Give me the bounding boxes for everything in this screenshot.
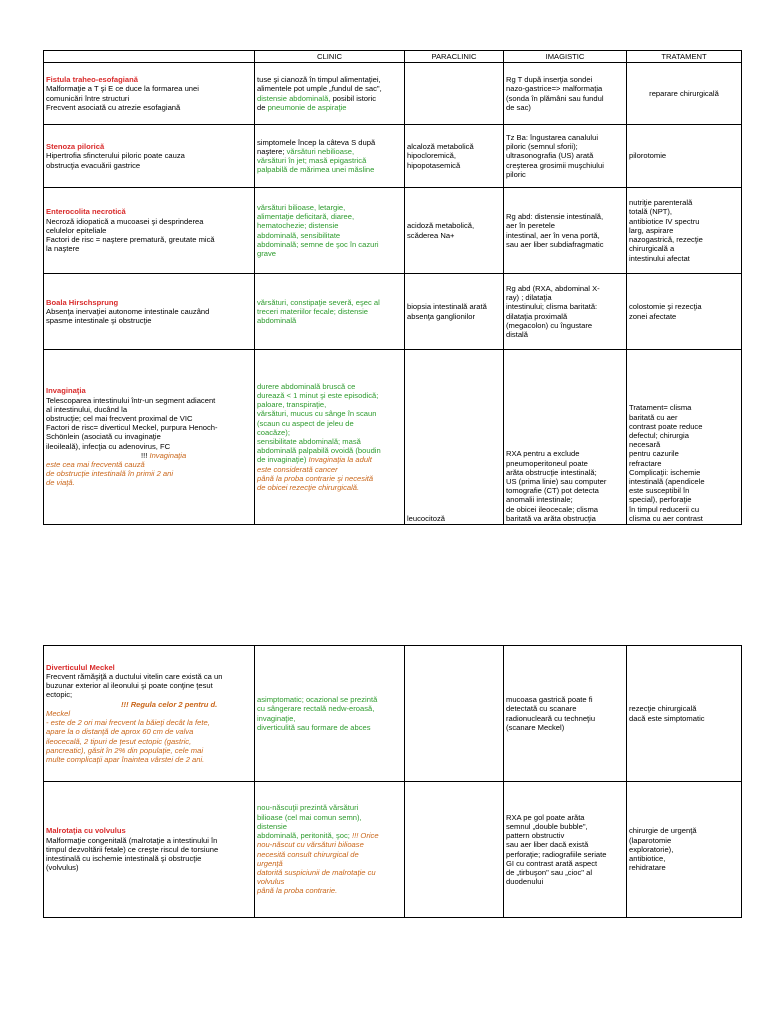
- imagistic-line: sau aer liber dacă există: [506, 840, 589, 850]
- header-clinic: CLINIC: [255, 51, 405, 63]
- condition-cell: [44, 274, 255, 350]
- imagistic-line: RXA pe gol poate arăta: [506, 812, 585, 822]
- clinic-text: alimentaţie deficitară, diaree,: [257, 212, 355, 222]
- condition-desc-line: Hipertrofia sfincterului piloric poate cauza: [46, 151, 185, 161]
- clinic-text: de invaginaţie): [257, 455, 309, 465]
- clinic-text: hematochezie; distensie: [257, 221, 339, 231]
- condition-cell: [44, 188, 255, 274]
- clinic-text: simptomele încep la câteva S după: [257, 137, 376, 147]
- tratament-line: nutriţie parenterală: [629, 198, 693, 208]
- tratament-line: Tratament= clisma: [629, 403, 692, 413]
- tratament-cell: [627, 125, 742, 188]
- tratament-line: necesară: [629, 440, 661, 450]
- imagistic-cell: [504, 350, 627, 525]
- clinic-text: invaginaţie,: [257, 713, 296, 723]
- condition-desc-line: Malformaţie congenitală (malrotaţie a intestinului în: [46, 835, 218, 845]
- condition-title: Enterocolita necrotică: [46, 207, 126, 217]
- clinic-text: (scaun cu aspect de jeleu de: [257, 418, 354, 428]
- tratament-line: este susceptibil în: [629, 486, 690, 496]
- clinic-note: urgenţă: [257, 858, 283, 868]
- tratament-cell: [627, 63, 742, 125]
- condition-cell: [44, 782, 255, 918]
- imagistic-line: perforaţie; radiografiile seriate: [506, 849, 607, 859]
- note-text: apare la o distanţă de aprox 60 cm de valva: [46, 727, 194, 737]
- clinic-note: datorită suspiciunii de malrotaţie cu: [257, 867, 376, 877]
- clinic-text: treceri materiilor fecale; distensie: [257, 306, 368, 316]
- imagistic-line: tomografie (CT) pot detecta: [506, 486, 599, 496]
- clinic-text: posibil istoric: [330, 93, 377, 103]
- condition-desc-line: Frecvent asociată cu atrezie esofagiană: [46, 102, 181, 112]
- condition-cell: [44, 350, 255, 525]
- imagistic-line: mucoasa gastrică poate fi: [506, 695, 593, 705]
- tratament-line: rehidratare: [629, 863, 666, 873]
- paraclinic-cell: [405, 188, 504, 274]
- imagistic-line: US (prima linie) sau computer: [506, 476, 607, 486]
- clinic-text: tuse şi cianoză în timpul alimentaţiei,: [257, 75, 381, 85]
- table-row: [44, 350, 742, 525]
- clinic-note: volvulus: [257, 877, 285, 887]
- note-text: este cea mai frecventă cauză: [46, 460, 145, 469]
- paraclinic-cell: [405, 646, 504, 782]
- imagistic-cell: [504, 274, 627, 350]
- condition-desc-line: ectopic;: [46, 690, 73, 700]
- table-row: [44, 63, 742, 125]
- clinic-text: vărsături, constipaţie severă, eşec al: [257, 297, 380, 307]
- condition-desc-line: obstrucţia evacuării gastrice: [46, 160, 141, 170]
- pathology-table-bottom: [43, 645, 742, 918]
- header-imagistic: IMAGISTIC: [504, 51, 627, 63]
- condition-desc-line: Malformaţie a T şi E ce duce la formarea unei: [46, 84, 199, 94]
- imagistic-line: arăta obstrucţie intestinală;: [506, 467, 597, 477]
- imagistic-cell: [504, 125, 627, 188]
- tratament-line: antibiotice IV spectru: [629, 216, 700, 226]
- condition-desc-line: obstrucţie; cel mai frecvent proximal de VIC: [46, 413, 193, 423]
- imagistic-line: Rg T după inserţia sondei: [506, 75, 593, 85]
- clinic-cell: [255, 63, 405, 125]
- imagistic-line: de obicei ileocecale; clisma: [506, 504, 599, 514]
- condition-desc-line: Factori de risc= diverticul Meckel, purpura Henoch-: [46, 423, 218, 433]
- header-paraclinic: PARACLINIC: [405, 51, 504, 63]
- clinic-note: până la proba contrarie.: [257, 886, 338, 896]
- imagistic-cell: [504, 63, 627, 125]
- tratament-line: Complicaţii: ischemie: [629, 467, 701, 477]
- imagistic-line: detectată cu scanare: [506, 704, 577, 714]
- table-row: [44, 274, 742, 350]
- tratament-line: rezecţie chirurgicală: [629, 704, 697, 714]
- clinic-text: vărsături nebilioase,: [286, 146, 355, 156]
- note-text: ileocecală, 2 tipuri de ţesut ectopic (gastric,: [46, 736, 192, 746]
- tratament-line: clisma cu aer contrast: [629, 513, 703, 523]
- clinic-text: pneumonie de aspiraţie: [267, 102, 347, 112]
- imagistic-line: aer în peretele: [506, 221, 555, 231]
- tratament-line: intestinului afectat: [629, 253, 690, 263]
- condition-desc-line: intestinală cu ischemie intestinală şi obstrucţie: [46, 854, 202, 864]
- tratament-cell: [627, 646, 742, 782]
- tratament-line: chirurgicală a: [629, 244, 675, 254]
- imagistic-line: radionucleară cu techneţiu: [506, 713, 596, 723]
- imagistic-cell: [504, 188, 627, 274]
- tratament-line: exploratorie),: [629, 844, 674, 854]
- imagistic-line: nazo-gastrice=> malformaţia: [506, 84, 603, 94]
- tratament-line: nazogastrică, rezecţie: [629, 235, 703, 245]
- tratament-line: refractare: [629, 458, 662, 468]
- imagistic-line: de „tirbuşon" sau „cioc" al: [506, 867, 593, 877]
- tratament-line: (laparotomie: [629, 835, 672, 845]
- tratament-line: pilorotomie: [629, 151, 667, 161]
- condition-desc-line: celulelor epiteliale: [46, 225, 107, 235]
- imagistic-line: piloric (semnul sforii);: [506, 142, 578, 152]
- tratament-line: larg, aspirare: [629, 225, 674, 235]
- paraclinic-cell: [405, 63, 504, 125]
- clinic-text: paloare, transpiraţie,: [257, 400, 327, 410]
- imagistic-line: dilataţia proximală: [506, 311, 568, 321]
- tratament-line: defectul; chirurgia: [629, 430, 689, 440]
- header-blank: [44, 51, 255, 63]
- clinic-text: cu sângerare rectală nedw-eroasă,: [257, 704, 375, 714]
- condition-cell: [44, 646, 255, 782]
- clinic-text: sensibilitate abdominală; masă: [257, 437, 361, 446]
- tratament-line: zonei afectate: [629, 311, 677, 321]
- note-text: de obstrucţie intestinală în primii 2 ani: [46, 469, 174, 479]
- clinic-note: necesită consult chirurgical de: [257, 849, 359, 859]
- rule-note: Meckel: [46, 708, 71, 718]
- tratament-line: în timpul reducerii cu: [629, 504, 700, 514]
- condition-desc-line: la naştere: [46, 244, 80, 254]
- paraclinic-cell: [405, 274, 504, 350]
- tratament-cell: [627, 274, 742, 350]
- rule-note: !!! Regula celor 2 pentru d.: [121, 699, 218, 709]
- clinic-cell: [255, 188, 405, 274]
- clinic-note: nou-născut cu vărsături bilioase: [257, 840, 364, 850]
- tratament-line: antibiotice,: [629, 854, 666, 864]
- tratament-line: chirurgie de urgenţă: [629, 826, 697, 836]
- condition-desc-line: al intestinului, ducând la: [46, 404, 128, 414]
- paraclinic-line: biopsia intestinală arată: [407, 302, 487, 312]
- imagistic-cell: [504, 782, 627, 918]
- condition-desc-line: Frecvent rămăşiţă a ductului vitelin care există ca un: [46, 672, 223, 682]
- tratament-line: special), perforaţie: [629, 495, 692, 505]
- table-row: [44, 125, 742, 188]
- tratament-cell: [627, 188, 742, 274]
- clinic-text: abdominală: [257, 316, 297, 326]
- condition-desc-line: spasme intestinale şi obstrucţie: [46, 316, 152, 326]
- imagistic-line: creşterea grosimii muşchiului: [506, 160, 604, 170]
- clinic-text: durere abdominală bruscă ce: [257, 381, 356, 391]
- clinic-text: bilioase (cel mai comun semn),: [257, 812, 362, 822]
- paraclinic-line: hipopotasemică: [407, 160, 461, 170]
- imagistic-line: pneumoperitoneul poate: [506, 458, 588, 468]
- clinic-note: este considerată cancer: [257, 464, 338, 474]
- imagistic-line: (scanare Meckel): [506, 722, 565, 732]
- table-row: [44, 188, 742, 274]
- clinic-cell: [255, 350, 405, 525]
- tratament-line: dacă este simptomatic: [629, 713, 705, 723]
- imagistic-line: Rg abd (RXA, abdominal X-: [506, 283, 600, 293]
- clinic-text: vărsături, mucus cu sânge în scaun: [257, 409, 377, 419]
- paraclinic-cell: [405, 350, 504, 525]
- clinic-text: de: [257, 102, 268, 112]
- tratament-line: reparare chirurgicală: [649, 88, 719, 98]
- imagistic-line: RXA pentru a exclude: [506, 449, 580, 459]
- condition-cell: [44, 125, 255, 188]
- imagistic-line: Tz Ba: îngustarea canalului: [506, 132, 599, 142]
- tratament-line: pentru cazurile: [629, 449, 679, 459]
- clinic-text: distensie: [257, 821, 287, 831]
- condition-desc-line: Necroză idiopatică a mucoasei şi desprinderea: [46, 216, 204, 226]
- imagistic-line: sau aer liber subdiafragmatic: [506, 239, 604, 249]
- imagistic-line: semnul „double bubble",: [506, 821, 588, 831]
- table-row: [44, 782, 742, 918]
- clinic-text: distensie abdominală,: [257, 93, 331, 103]
- pathology-table-top: [43, 50, 742, 525]
- tratament-line: baritată cu aer: [629, 412, 678, 422]
- condition-desc-line: buzunar exterior al ileonului şi poate conţine ţesut: [46, 681, 213, 691]
- clinic-text: durează < 1 minut şi este episodică;: [257, 390, 379, 400]
- clinic-cell: [255, 274, 405, 350]
- note-text: - este de 2 ori mai frecvent la băieţi decât la fete,: [46, 718, 210, 728]
- imagistic-line: intestinului; clisma baritată:: [506, 302, 598, 312]
- note-text: multe complicaţii apar înaintea vârstei de 2 ani.: [46, 754, 205, 764]
- tratament-line: colostomie şi rezecţia: [629, 302, 702, 312]
- clinic-text: vărsături în jet; masă epigastrică: [257, 156, 367, 165]
- imagistic-line: (sonda în plămâni sau fundul: [506, 93, 604, 103]
- condition-title: Diverticulul Meckel: [46, 662, 115, 672]
- condition-desc-line: Absenţa inervaţiei autonome intestinale cauzând: [46, 306, 210, 316]
- clinic-text: abdominală palpabilă ovoidă (boudin: [257, 446, 381, 456]
- clinic-text: grave: [257, 248, 276, 258]
- clinic-text: vărsături bilioase, letargie,: [257, 202, 346, 212]
- clinic-note: !!! Orice: [351, 831, 379, 841]
- clinic-text: diverticulită sau formare de abces: [257, 722, 371, 732]
- paraclinic-cell: [405, 125, 504, 188]
- clinic-text: abdominală, peritonită, şoc;: [257, 831, 352, 841]
- condition-desc-line: comunicări între structuri: [46, 93, 130, 103]
- imagistic-line: duodenului: [506, 877, 544, 887]
- clinic-text: asimptomatic; ocazional se prezintă: [257, 695, 378, 705]
- condition-desc-line: Telescoparea intestinului într-un segment adiacent: [46, 395, 216, 405]
- tratament-cell: [627, 782, 742, 918]
- imagistic-line: intestinal, aer în vena portă,: [506, 230, 600, 240]
- condition-title: Stenoza pilorică: [46, 142, 105, 152]
- clinic-cell: [255, 646, 405, 782]
- tratament-line: contrast poate reduce: [629, 421, 703, 431]
- imagistic-line: piloric: [506, 169, 526, 179]
- paraclinic-cell: [405, 782, 504, 918]
- condition-desc-line: Schönlein (asociată cu invaginaţie: [46, 432, 161, 442]
- paraclinic-line: leucocitoză: [407, 513, 445, 523]
- note-text: pancreatic), găsit în 2% din populaţie, cele mai: [46, 745, 204, 755]
- clinic-text: palpabilă de mărimea unei măsline: [257, 165, 375, 175]
- imagistic-line: de sac): [506, 102, 531, 112]
- paraclinic-line: acidoză metabolică,: [407, 221, 475, 231]
- clinic-text: nou-născuţii prezintă vărsături: [257, 803, 359, 813]
- condition-desc-line: timpul dezvoltării fetale) ce creşte riscul de torsiune: [46, 844, 219, 854]
- clinic-cell: [255, 782, 405, 918]
- table-row: [44, 646, 742, 782]
- header-tratament: TRATAMENT: [627, 51, 742, 63]
- note-text: de viaţă.: [46, 478, 75, 488]
- imagistic-line: baritată va arăta obstrucţia: [506, 513, 596, 523]
- imagistic-line: Rg abd: distensie intestinală,: [506, 212, 604, 222]
- imagistic-line: distală: [506, 329, 528, 339]
- imagistic-line: pattern obstructiv: [506, 831, 565, 841]
- clinic-text: abdominală; semne de şoc în cazuri: [257, 239, 379, 249]
- condition-cell: [44, 63, 255, 125]
- paraclinic-line: absenţa ganglionilor: [407, 311, 475, 321]
- clinic-text: alimentele pot umple „fundul de sac",: [257, 84, 382, 94]
- table-header-row: [44, 51, 742, 63]
- condition-title: Invaginaţia: [46, 386, 86, 396]
- condition-desc-line: (volvulus): [46, 863, 79, 873]
- note-text: Invaginaţia: [149, 450, 187, 460]
- imagistic-cell: [504, 646, 627, 782]
- tratament-cell: [627, 350, 742, 525]
- clinic-cell: [255, 125, 405, 188]
- condition-title: Fistula traheo-esofagiană: [46, 75, 138, 85]
- clinic-text: coacăze);: [257, 427, 290, 437]
- imagistic-line: ultrasonografia (US) arată: [506, 151, 594, 161]
- imagistic-line: ray) ; dilataţia: [506, 293, 552, 303]
- tratament-line: totală (NPT),: [629, 207, 673, 217]
- condition-desc-line: Factori de risc = naştere prematură, greutate mică: [46, 235, 215, 245]
- clinic-text: abdominală, sensibilitate: [257, 230, 341, 240]
- imagistic-line: (megacolon) cu îngustare: [506, 320, 593, 330]
- tratament-line: intestinală (apendicele: [629, 476, 705, 486]
- clinic-note: Invaginaţia la adult: [308, 455, 372, 465]
- condition-title: Boala Hirschsprung: [46, 297, 119, 307]
- note-prefix: !!!: [141, 450, 150, 460]
- imagistic-line: anomalii intestinale;: [506, 495, 573, 505]
- paraclinic-line: alcaloză metabolică: [407, 142, 474, 152]
- clinic-note: până la proba contrarie şi necesită: [257, 473, 374, 483]
- condition-desc-line: ileoileală), infecţia cu adenovirus, FC: [46, 441, 171, 451]
- paraclinic-line: hipocloremică,: [407, 151, 456, 161]
- clinic-text: naştere;: [257, 146, 287, 156]
- clinic-note: de obicei rezecţie chirurgicală.: [257, 483, 360, 493]
- imagistic-line: GI cu contrast arată aspect: [506, 858, 598, 868]
- condition-title: Malrotaţia cu volvulus: [46, 826, 126, 836]
- paraclinic-line: scăderea Na+: [407, 230, 455, 240]
